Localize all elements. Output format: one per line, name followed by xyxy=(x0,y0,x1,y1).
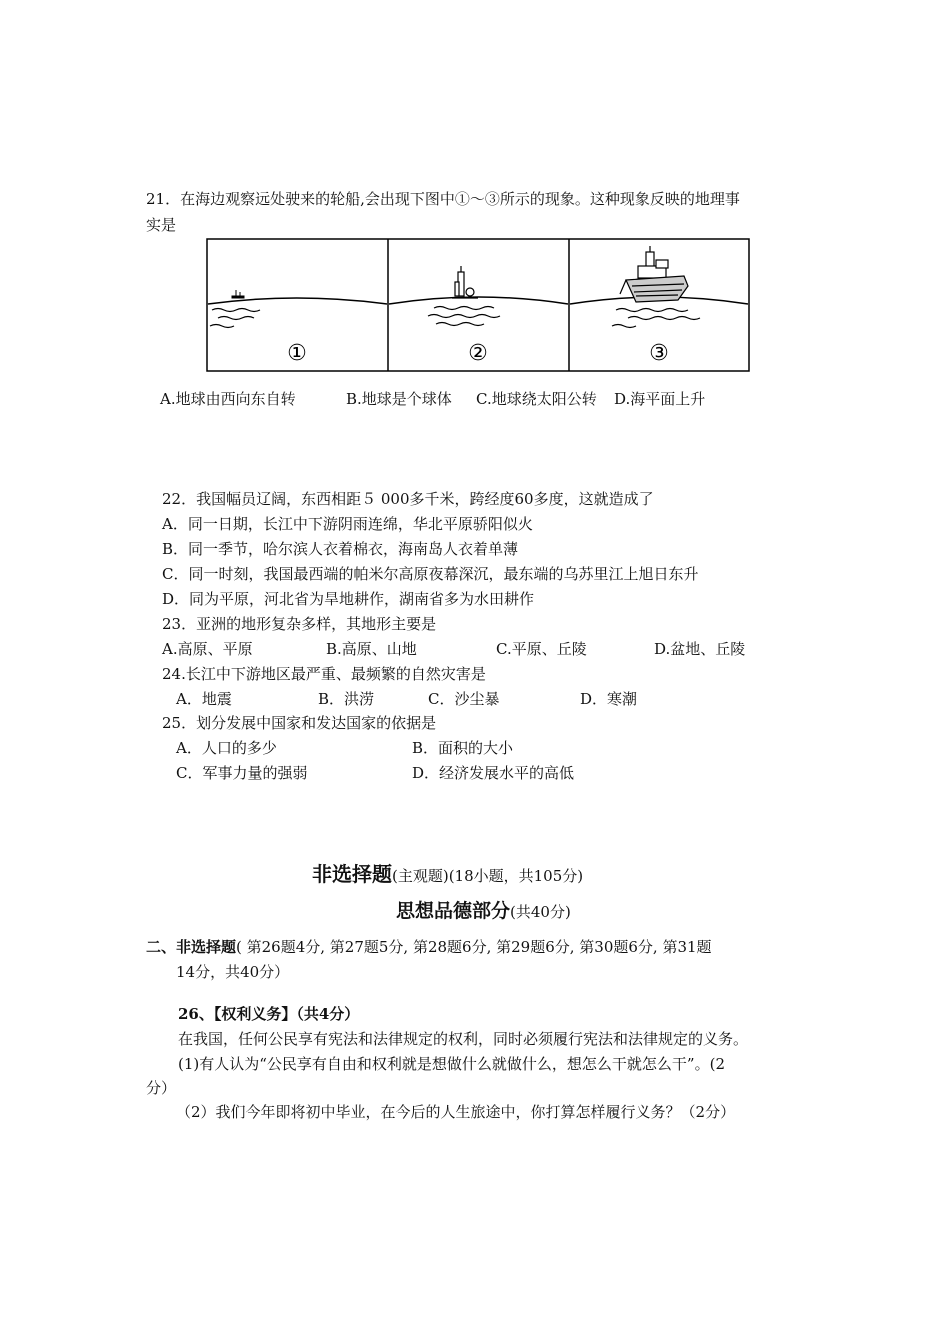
q23-stem: 23．亚洲的地形复杂多样，其地形主要是 xyxy=(162,615,437,633)
q25-option-a: A．人口的多少 xyxy=(176,739,277,757)
q24-option-c: C．沙尘暴 xyxy=(428,690,500,708)
part-heading-main: 思想品德部分 xyxy=(396,900,511,922)
q26-sub2: （2）我们今年即将初中毕业，在今后的人生旅途中，你打算怎样履行义务？（2分） xyxy=(176,1103,736,1121)
q25-option-d: D．经济发展水平的高低 xyxy=(412,764,575,782)
q23-option-d: D.盆地、丘陵 xyxy=(654,640,746,658)
q23-option-c: C.平原、丘陵 xyxy=(496,640,587,658)
q26-title: 26、【权利义务】（共4分） xyxy=(178,1005,360,1023)
section-heading-note: (主观题)(18小题，共105分) xyxy=(392,867,584,885)
part-heading-note: (共40分) xyxy=(510,903,571,921)
q21-option-b: B.地球是个球体 xyxy=(346,390,452,408)
q26-intro: 在我国，任何公民享有宪法和法律规定的权利，同时必须履行宪法和法律规定的义务。 xyxy=(178,1030,749,1048)
q24-option-b: B．洪涝 xyxy=(318,690,375,708)
q21-option-a: A.地球由西向东自转 xyxy=(160,390,296,408)
part2-line1-rest: ( 第26题4分, 第27题5分, 第28题6分, 第29题6分, 第30题6分, 第31题 xyxy=(236,938,712,956)
q21-stem-line1: 21．在海边观察远处驶来的轮船,会出现下图中①～③所示的现象。这种现象反映的地理事 xyxy=(146,190,740,208)
q21-option-d: D.海平面上升 xyxy=(614,390,706,408)
q21-option-c: C.地球绕太阳公转 xyxy=(476,390,597,408)
q22-option-d: D．同为平原，河北省为旱地耕作，湖南省多为水田耕作 xyxy=(162,590,535,608)
panel-label-1: ① xyxy=(287,341,307,366)
q24-option-a: A．地震 xyxy=(176,690,232,708)
q22-option-b: B．同一季节，哈尔滨人衣着棉衣，海南岛人衣着单薄 xyxy=(162,540,519,558)
q22-option-a: A．同一日期，长江中下游阴雨连绵，华北平原骄阳似火 xyxy=(162,515,533,533)
section-heading xyxy=(312,858,583,887)
q23-option-b: B.高原、山地 xyxy=(326,640,417,658)
ship-horizon-figure xyxy=(206,238,750,372)
q22-option-c: C．同一时刻，我国最西端的帕米尔高原夜幕深沉，最东端的乌苏里江上旭日东升 xyxy=(162,565,699,583)
q26-sub1-line1: (1)有人认为“公民享有自由和权利就是想做什么就做什么，想怎么干就怎么干”。(2 xyxy=(178,1055,725,1073)
part2-label: 二、非选择题 xyxy=(146,938,237,956)
q26-sub1-line2: 分） xyxy=(146,1079,177,1097)
q25-stem: 25．划分发展中国家和发达国家的依据是 xyxy=(162,714,437,732)
section-heading-main: 非选择题 xyxy=(312,862,392,886)
q24-option-d: D．寒潮 xyxy=(580,690,638,708)
panel-label-3: ③ xyxy=(649,341,669,366)
part-heading xyxy=(396,896,571,923)
q23-option-a: A.高原、平原 xyxy=(162,640,253,658)
q25-option-c: C．军事力量的强弱 xyxy=(176,764,308,782)
part2-line2: 14分，共40分） xyxy=(176,963,290,981)
q22-stem: 22．我国幅员辽阔，东西相距５ 000多千米，跨经度60多度，这就造成了 xyxy=(162,490,654,508)
panel-label-2: ② xyxy=(468,341,488,366)
q25-option-b: B．面积的大小 xyxy=(412,739,514,757)
ship-horizon-svg xyxy=(206,238,750,372)
part2-line1 xyxy=(146,936,712,957)
q21-stem-line2: 实是 xyxy=(146,216,177,234)
q24-stem: 24.长江中下游地区最严重、最频繁的自然灾害是 xyxy=(162,665,486,683)
